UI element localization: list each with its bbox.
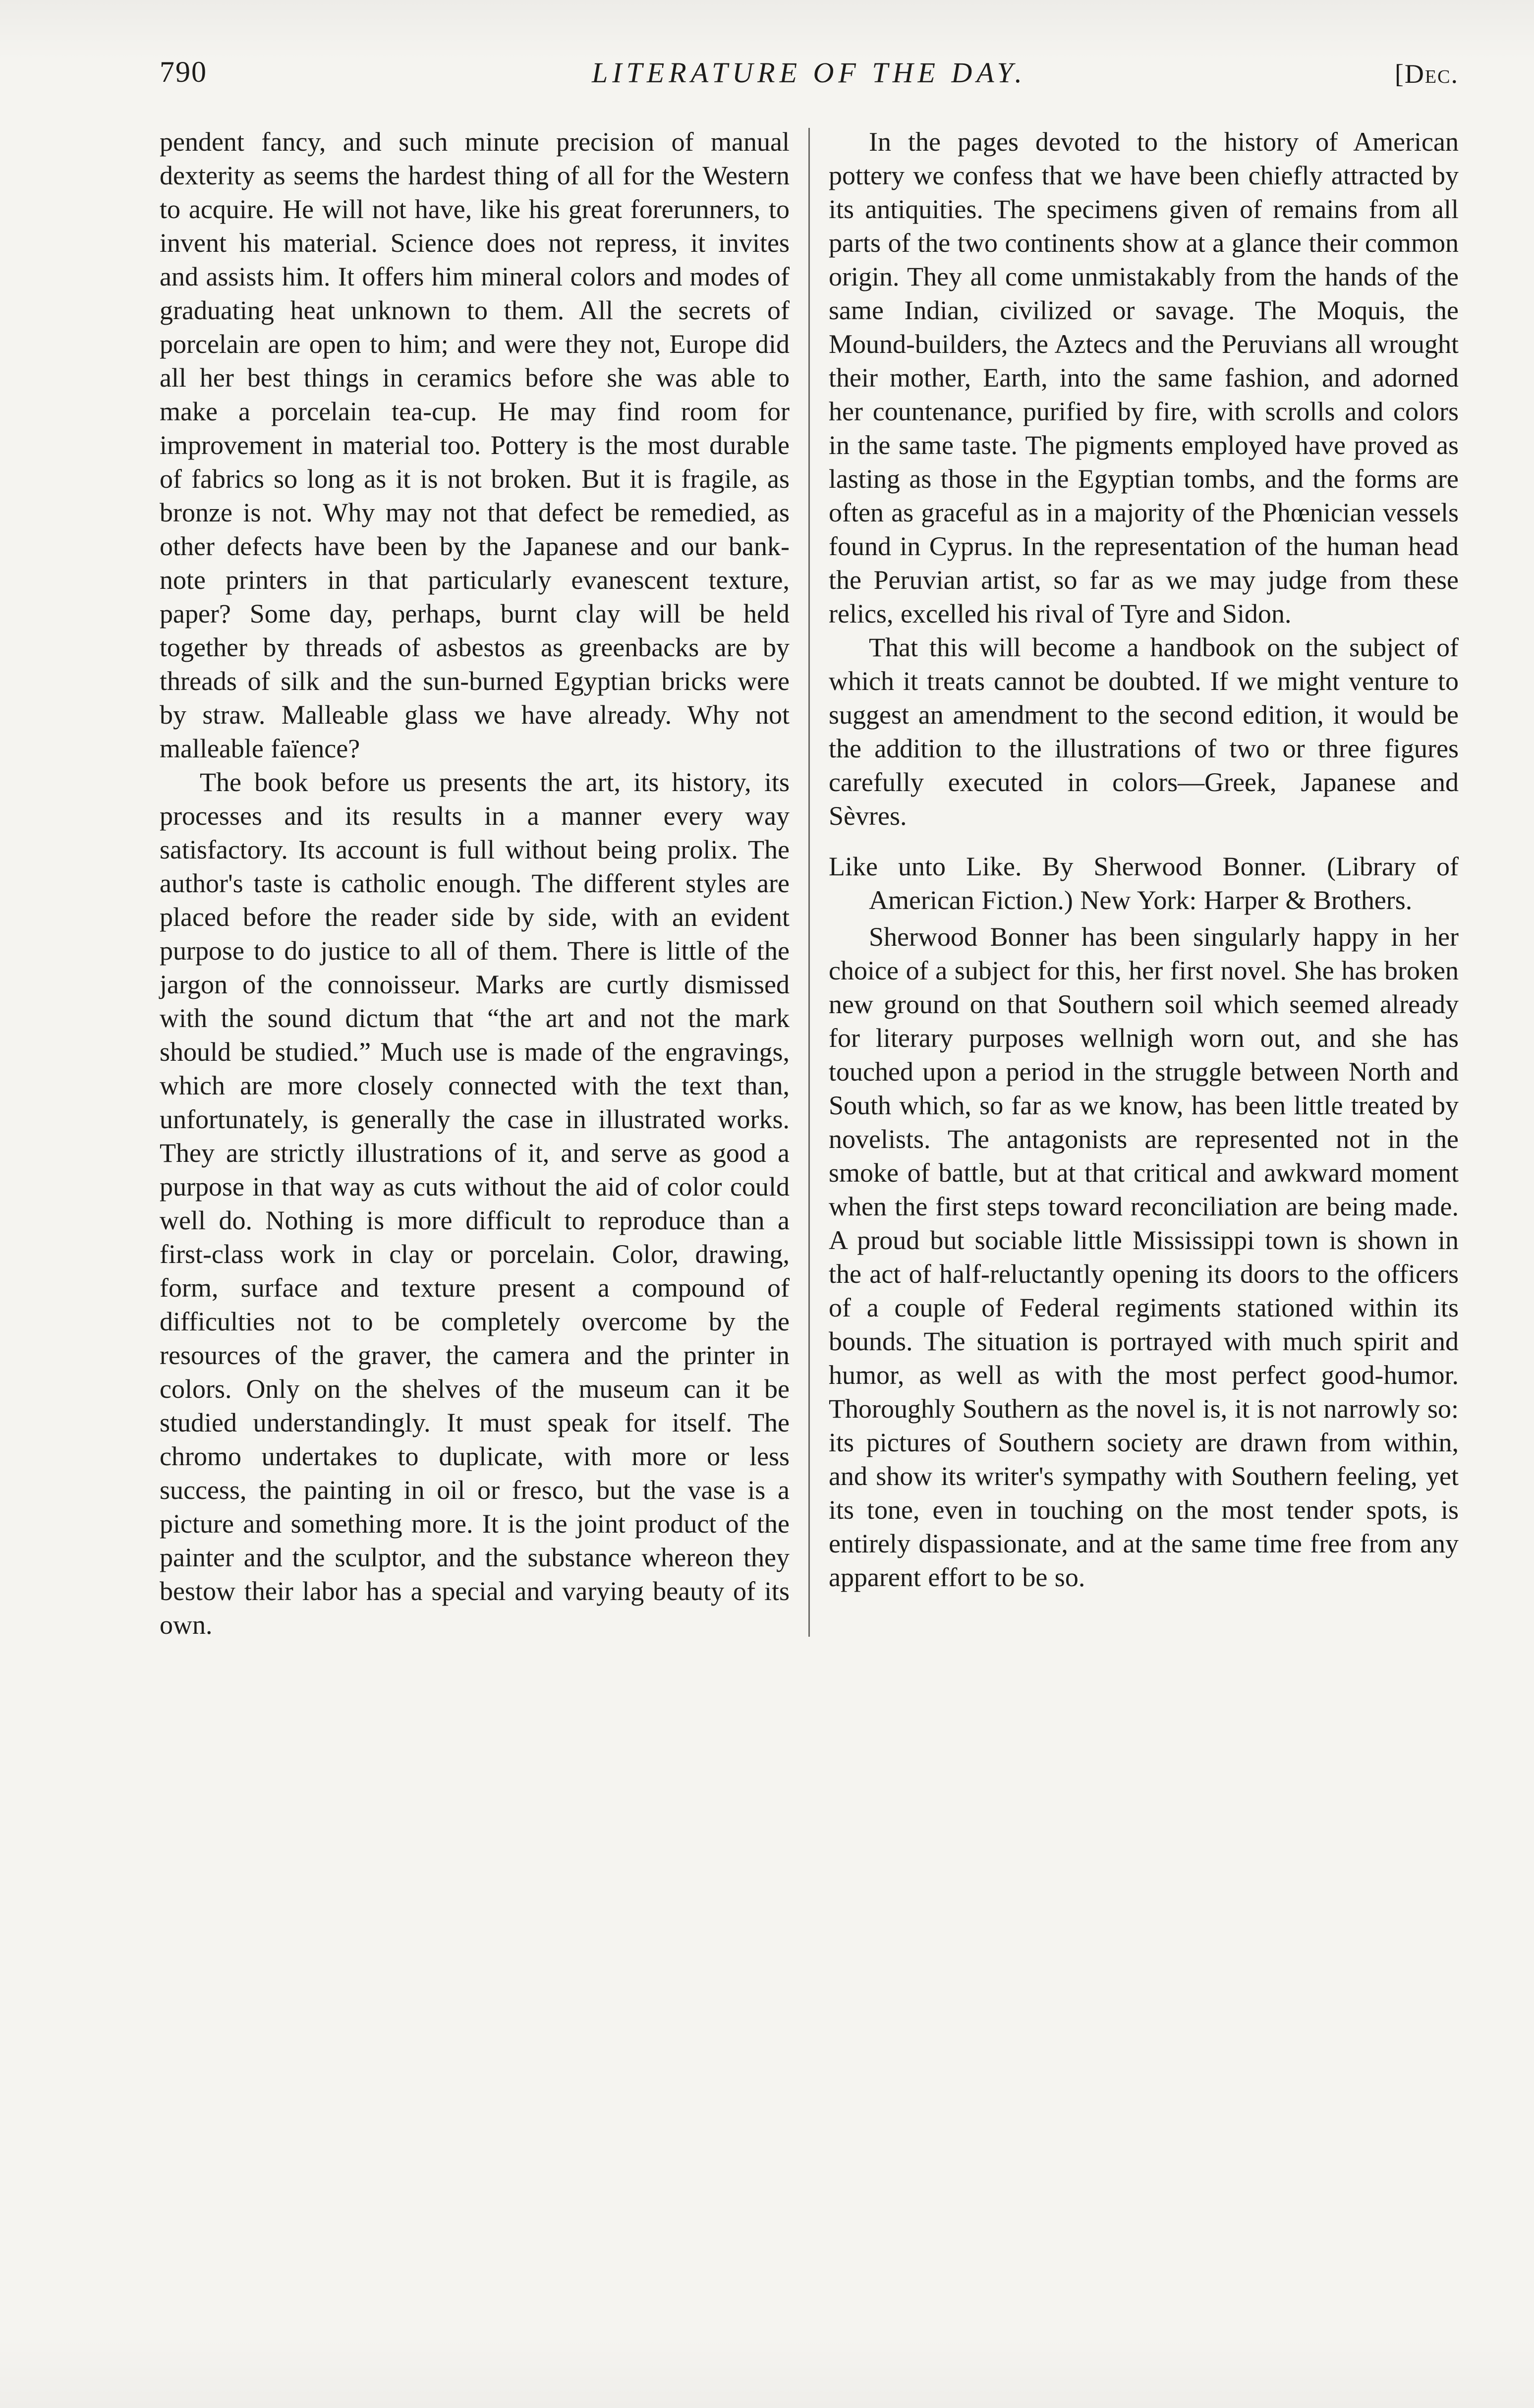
body-paragraph: Sherwood Bonner has been singularly happy in her choice of a subject for this, her first novel. She has broken new ground on that Southern soil which seemed already for literary purposes wellnigh worn out, and she has touched upon a period in the struggle between North and South which, so far as we know, has been little treated by novelists. The antagonists are represented not in the smoke of battle, but at that critical and awkward moment when the first steps toward reconciliation are being made. A proud but sociable little Mississippi town is shown in the act of half-reluctantly opening its doors to the officers of a couple of Federal regiments stationed within its bounds. The situation is portrayed with much spirit and humor, as well as with the most perfect good-humor. Thoroughly Southern as the novel is, it is not narrowly so: its pictures of Southern society are drawn from within, and show its writer's sympathy with Southern feeling, yet its tone, even in touching on the most tender spots, is entirely dispassionate, and at the same time free from any apparent effort to be so. (829, 922, 1459, 1592)
right-column (829, 125, 1459, 1642)
two-column-text-block (160, 125, 1459, 1642)
review-heading: Like unto Like. By Sherwood Bonner. (Library of American Fiction.) New York: Harper & Brothers. (829, 852, 1459, 915)
body-paragraph: In the pages devoted to the history of American pottery we confess that we have been chiefly attracted by its antiquities. The specimens given of remains from all parts of the two continents show at a glance their common origin. They all come unmistakably from the hands of the same Indian, civilized or savage. The Moquis, the Mound-builders, the Aztecs and the Peruvians all wrought their mother, Earth, into the same fashion, and adorned her countenance, purified by fire, with scrolls and colors in the same taste. The pigments employed have proved as lasting as those in the Egyptian tombs, and the forms are often as graceful as in a majority of the Phœnician vessels found in Cyprus. In the representation of the human head the Peruvian artist, so far as we may judge from these relics, excelled his rival of Tyre and Sidon. (829, 127, 1459, 629)
left-column (160, 125, 790, 1642)
page-header (160, 44, 1459, 89)
running-title: LITERATURE OF THE DAY. (592, 57, 1026, 89)
body-paragraph: pendent fancy, and such minute precision of manual dexterity as seems the hardest thing of all for the Western to acquire. He will not have, like his great forerunners, to invent his material. Science does not repress, it invites and assists him. It offers him mineral colors and modes of graduating heat unknown to them. All the secrets of porcelain are open to him; and were they not, Europe did all her best things in ceramics before she was able to make a porcelain tea-cup. He may find room for improvement in material too. Pottery is the most durable of fabrics so long as it is not broken. But it is fragile, as bronze is not. Why may not that defect be remedied, as other defects have been by the Japanese and our bank-note printers in that particularly evanescent texture, paper? Some day, perhaps, burnt clay will be held together by threads of asbestos as greenbacks are by threads of silk and the sun-burned Egyptian bricks were by straw. Malleable glass we have already. Why not malleable faïence? (160, 127, 790, 763)
body-paragraph: The book before us presents the art, its history, its processes and its results in a manner every way satisfactory. Its account is full without being prolix. The author's taste is catholic enough. The different styles are placed before the reader side by side, with an evident purpose to do justice to all of them. There is little of the jargon of the connoisseur. Marks are curtly dismissed with the sound dictum that “the art and not the mark should be studied.” Much use is made of the engravings, which are more closely connected with the text than, unfortunately, is generally the case in illustrated works. They are strictly illustrations of it, and serve as good a purpose in that way as cuts without the aid of color could well do. Nothing is more difficult to reproduce than a first-class work in clay or porcelain. Color, drawing, form, surface and texture present a compound of difficulties not to be completely overcome by the resources of the graver, the camera and the printer in colors. Only on the shelves of the museum can it be studied understandingly. It must speak for itself. The chromo undertakes to duplicate, with more or less success, the painting in oil or fresco, but the vase is a picture and something more. It is the joint product of the painter and the sculptor, and the substance whereon they bestow their labor has a special and varying beauty of its own. (160, 767, 790, 1640)
body-paragraph: That this will become a handbook on the subject of which it treats cannot be doubted. If we might venture to suggest an amendment to the second edition, it would be the addition to the illustrations of two or three figures carefully executed in colors—Greek, Japanese and Sèvres. (829, 632, 1459, 831)
column-divider (808, 128, 810, 1637)
issue-date: [Dec. (1394, 59, 1459, 89)
page-number: 790 (160, 56, 207, 88)
